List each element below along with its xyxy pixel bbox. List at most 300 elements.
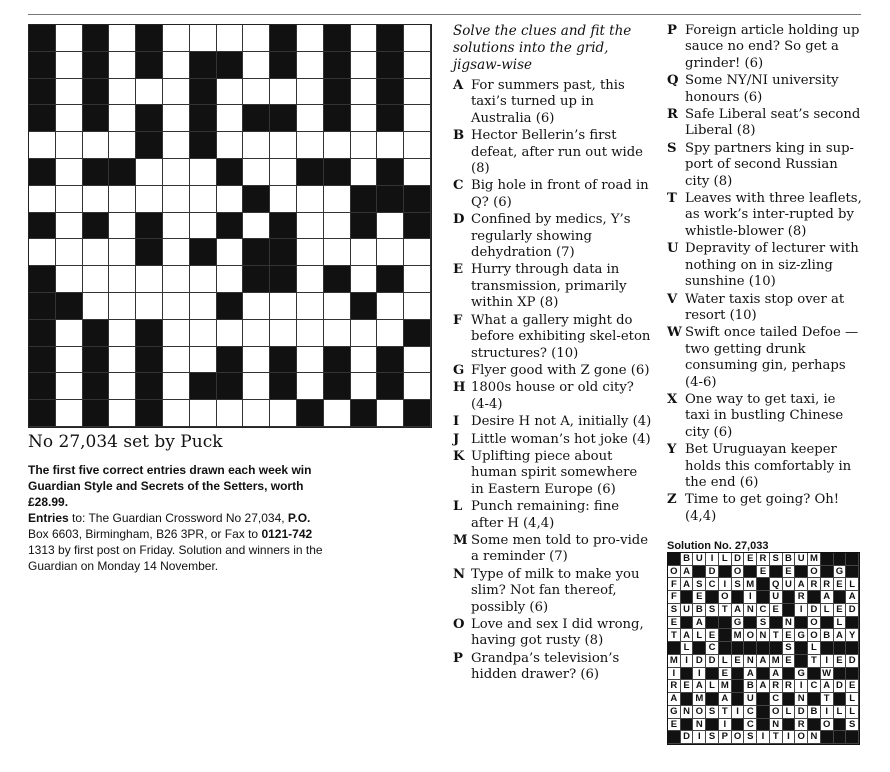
solution-cell: L [834,617,847,630]
grid-cell[interactable] [136,186,163,213]
solution-cell: E [732,655,745,668]
clue-item [667,492,862,525]
clue-letter: O [453,617,465,632]
grid-cell[interactable] [243,132,270,159]
grid-cell[interactable] [351,347,378,374]
solution-cell: U [770,591,783,604]
solution-block [732,680,745,693]
solution-cell: E [668,719,681,732]
grid-cell[interactable] [163,132,190,159]
solution-block [821,553,834,566]
solution-cell: R [795,591,808,604]
solution-cell: A [693,680,706,693]
solution-block [732,719,745,732]
grid-cell[interactable] [217,266,244,293]
solution-cell: S [846,719,859,732]
grid-block [190,105,217,132]
grid-cell[interactable] [109,52,136,79]
grid-cell[interactable] [404,159,431,186]
grid-cell[interactable] [163,239,190,266]
grid-cell[interactable] [270,79,297,106]
clue-letter: V [667,291,678,307]
grid-cell[interactable] [109,25,136,52]
solution-cell: O [795,731,808,744]
solution-cell: M [668,655,681,668]
grid-cell[interactable] [297,105,324,132]
clue-letter: P [453,650,463,666]
grid-cell[interactable] [83,132,110,159]
grid-cell[interactable] [351,79,378,106]
grid-cell[interactable] [243,25,270,52]
solution-cell: L [846,578,859,591]
solution-cell: A [770,668,783,681]
solution-cell: L [834,706,847,719]
grid-cell[interactable] [243,400,270,427]
solution-cell: A [681,578,694,591]
solution-block [668,731,681,744]
grid-cell[interactable] [163,186,190,213]
solution-block [834,668,847,681]
clue-letter: Y [667,442,677,458]
grid-cell[interactable] [404,347,431,374]
grid-cell[interactable] [351,132,378,159]
solution-block [719,617,732,630]
solution-cell: D [846,655,859,668]
grid-cell[interactable] [324,132,351,159]
grid-cell[interactable] [190,266,217,293]
grid-cell[interactable] [56,320,83,347]
solution-block [744,642,757,655]
grid-cell[interactable] [324,213,351,240]
grid-cell[interactable] [163,159,190,186]
grid-block [377,186,404,213]
grid-cell[interactable] [217,25,244,52]
grid-cell[interactable] [163,52,190,79]
clue-text: Confined by medics, Y’s regularly showing dehydration (7) [471,212,631,261]
grid-cell[interactable] [324,239,351,266]
grid-block [136,373,163,400]
grid-block [243,239,270,266]
grid-cell[interactable] [297,320,324,347]
solution-cell: C [744,706,757,719]
grid-cell[interactable] [136,266,163,293]
grid-cell[interactable] [243,79,270,106]
solution-cell: N [681,706,694,719]
solution-title: Solution No. 27,033 [667,540,769,552]
solution-cell: G [795,629,808,642]
grid-block [109,159,136,186]
grid-cell[interactable] [83,239,110,266]
grid-cell[interactable] [217,239,244,266]
grid-cell[interactable] [324,186,351,213]
solution-cell: D [706,655,719,668]
grid-cell[interactable] [404,132,431,159]
grid-block [29,400,56,427]
grid-block [29,79,56,106]
grid-cell[interactable] [56,266,83,293]
grid-cell[interactable] [351,25,378,52]
solution-block [668,553,681,566]
grid-cell[interactable] [56,25,83,52]
grid-block [29,320,56,347]
grid-cell[interactable] [270,320,297,347]
grid-cell[interactable] [136,293,163,320]
solution-cell: E [706,629,719,642]
solution-cell: D [795,706,808,719]
grid-cell[interactable] [351,239,378,266]
solution-block [783,604,796,617]
grid-cell[interactable] [404,293,431,320]
grid-cell[interactable] [190,293,217,320]
grid-cell[interactable] [324,293,351,320]
grid-cell[interactable] [297,293,324,320]
solution-cell: R [795,719,808,732]
grid-cell[interactable] [297,213,324,240]
grid-cell[interactable] [270,132,297,159]
grid-cell[interactable] [377,132,404,159]
grid-cell[interactable] [163,105,190,132]
clue-item [453,533,653,566]
solution-cell: S [732,578,745,591]
grid-cell[interactable] [163,347,190,374]
clue-item [453,414,653,430]
grid-cell[interactable] [377,400,404,427]
grid-cell[interactable] [163,320,190,347]
grid-cell[interactable] [136,159,163,186]
solution-block [744,617,757,630]
grid-cell[interactable] [190,213,217,240]
solution-block [681,591,694,604]
clue-letter: R [667,107,678,123]
solution-block [681,617,694,630]
grid-block [377,25,404,52]
solution-cell: S [783,642,796,655]
solution-cell: E [719,668,732,681]
clue-text: Hector Bellerin’s first defeat, after run out wide (8) [471,128,643,177]
grid-cell[interactable] [109,186,136,213]
grid-cell[interactable] [190,25,217,52]
grid-cell[interactable] [29,132,56,159]
grid-block [83,373,110,400]
grid-cell[interactable] [404,79,431,106]
solution-cell: I [821,706,834,719]
solution-cell: F [668,591,681,604]
grid-block [297,159,324,186]
grid-cell[interactable] [56,213,83,240]
grid-cell[interactable] [56,132,83,159]
solution-cell: C [744,719,757,732]
solution-block [821,731,834,744]
grid-cell[interactable] [404,266,431,293]
clue-item [453,380,653,413]
clue-letter: Z [667,492,677,508]
clue-item [667,191,862,240]
grid-cell[interactable] [217,320,244,347]
solution-cell: A [732,604,745,617]
grid-cell[interactable] [404,373,431,400]
grid-cell[interactable] [351,105,378,132]
solution-cell: P [719,731,732,744]
grid-cell[interactable] [270,400,297,427]
grid-cell[interactable] [109,132,136,159]
clue-item [453,567,653,616]
grid-block [351,400,378,427]
grid-cell[interactable] [243,213,270,240]
solution-cell: D [732,553,745,566]
clue-letter: E [453,262,464,278]
solution-block [783,719,796,732]
grid-cell[interactable] [404,25,431,52]
grid-block [136,105,163,132]
grid-cell[interactable] [163,293,190,320]
solution-cell: R [668,680,681,693]
grid-cell[interactable] [243,347,270,374]
solution-cell: I [757,731,770,744]
grid-cell[interactable] [297,186,324,213]
grid-block [83,400,110,427]
grid-cell[interactable] [56,347,83,374]
grid-block [324,79,351,106]
grid-cell[interactable] [56,159,83,186]
solution-cell: G [795,668,808,681]
clue-item [667,325,862,391]
grid-cell[interactable] [163,79,190,106]
solution-block [834,591,847,604]
grid-block [404,213,431,240]
clue-text: For summers past, this taxi’s turned up in Australia (6) [471,78,625,126]
grid-cell[interactable] [163,213,190,240]
solution-cell: O [732,566,745,579]
prize-headline: The first five correct entries drawn each week win Guardian Style and Secrets of the Setters, worth £28.99. [28,463,312,509]
grid-cell[interactable] [404,52,431,79]
grid-cell[interactable] [109,320,136,347]
grid-block [404,320,431,347]
grid-cell[interactable] [190,400,217,427]
grid-cell[interactable] [377,239,404,266]
grid-cell[interactable] [83,186,110,213]
solution-cell: E [744,553,757,566]
solution-cell: O [719,591,732,604]
grid-cell[interactable] [377,213,404,240]
solution-block [846,731,859,744]
clue-text: Bet Uruguayan keeper holds this comfortably in the end (6) [685,442,852,490]
grid-cell[interactable] [351,266,378,293]
grid-block [351,186,378,213]
solution-block [681,693,694,706]
solution-cell: I [719,578,732,591]
solution-cell: L [846,706,859,719]
solution-cell: E [783,655,796,668]
grid-cell[interactable] [217,186,244,213]
grid-cell[interactable] [297,266,324,293]
grid-cell[interactable] [29,186,56,213]
clue-letter: H [453,380,466,396]
grid-cell[interactable] [109,293,136,320]
clue-text: Love and sex I did wrong, having got rusty (8) [471,617,644,649]
grid-cell[interactable] [83,266,110,293]
grid-cell[interactable] [56,400,83,427]
grid-block [136,213,163,240]
solution-cell: A [834,629,847,642]
grid-cell[interactable] [297,347,324,374]
grid-cell[interactable] [29,239,56,266]
grid-cell[interactable] [163,25,190,52]
solution-cell: U [681,604,694,617]
clue-item [453,212,653,261]
grid-block [324,25,351,52]
grid-cell[interactable] [324,400,351,427]
grid-cell[interactable] [270,159,297,186]
clue-letter: U [667,241,679,257]
grid-cell[interactable] [243,373,270,400]
solution-block [795,566,808,579]
solution-block [706,591,719,604]
solution-cell: I [732,706,745,719]
clue-text: Little woman’s hot joke (4) [471,431,651,447]
clue-item [667,107,862,140]
grid-cell[interactable] [217,132,244,159]
grid-cell[interactable] [190,347,217,374]
solution-cell: I [821,655,834,668]
grid-cell[interactable] [217,105,244,132]
grid-cell[interactable] [351,373,378,400]
grid-cell[interactable] [109,213,136,240]
grid-cell[interactable] [243,159,270,186]
solution-cell: T [719,604,732,617]
grid-cell[interactable] [243,320,270,347]
grid-cell[interactable] [377,320,404,347]
grid-cell[interactable] [190,186,217,213]
grid-cell[interactable] [243,52,270,79]
grid-block [136,347,163,374]
solution-cell: L [719,655,732,668]
grid-cell[interactable] [163,373,190,400]
crossword-grid[interactable] [28,24,432,428]
grid-cell[interactable] [56,186,83,213]
clue-item [667,241,862,290]
grid-cell[interactable] [109,400,136,427]
solution-cell: M [770,655,783,668]
grid-block [270,347,297,374]
grid-cell[interactable] [109,105,136,132]
clue-item [667,442,862,491]
solution-cell: E [681,680,694,693]
grid-cell[interactable] [56,79,83,106]
clue-text: Some NY/NI university honours (6) [685,73,839,105]
grid-block [324,373,351,400]
solution-cell: A [681,566,694,579]
grid-cell[interactable] [83,293,110,320]
grid-cell[interactable] [190,159,217,186]
grid-block [324,52,351,79]
grid-cell[interactable] [404,239,431,266]
grid-block [404,186,431,213]
grid-cell[interactable] [109,373,136,400]
grid-cell[interactable] [56,373,83,400]
solution-cell: S [706,706,719,719]
solution-block [732,668,745,681]
prize-info [28,462,328,574]
solution-cell: M [719,680,732,693]
clue-text: Depravity of lecturer with nothing on in siz-zling sunshine (10) [685,241,859,290]
grid-cell[interactable] [351,159,378,186]
clue-letter: N [453,566,466,582]
grid-block [190,373,217,400]
grid-block [83,320,110,347]
grid-block [190,52,217,79]
solution-cell: A [846,591,859,604]
solution-block [783,591,796,604]
clue-item [453,313,653,362]
grid-block [217,347,244,374]
clue-text: Grandpa’s television’s hidden drawer? (6) [471,650,620,683]
grid-block [29,25,56,52]
grid-cell[interactable] [351,320,378,347]
clue-letter: T [667,191,677,207]
grid-cell[interactable] [404,105,431,132]
solution-block [846,566,859,579]
grid-cell[interactable] [297,52,324,79]
grid-cell[interactable] [163,266,190,293]
grid-cell[interactable] [297,25,324,52]
clue-item [453,432,653,448]
solution-cell: N [783,617,796,630]
solution-cell: S [668,604,681,617]
solution-cell: S [770,553,783,566]
solution-cell: S [693,578,706,591]
solution-cell: B [808,706,821,719]
grid-cell[interactable] [243,293,270,320]
solution-cell: M [732,629,745,642]
solution-block [757,578,770,591]
grid-cell[interactable] [217,400,244,427]
solution-cell: U [693,553,706,566]
grid-cell[interactable] [109,239,136,266]
grid-cell[interactable] [270,293,297,320]
solution-cell: E [834,604,847,617]
grid-cell[interactable] [377,293,404,320]
grid-cell[interactable] [56,52,83,79]
grid-cell[interactable] [217,79,244,106]
grid-cell[interactable] [270,186,297,213]
grid-cell[interactable] [297,132,324,159]
grid-cell[interactable] [56,239,83,266]
grid-cell[interactable] [297,239,324,266]
solution-cell: E [693,591,706,604]
grid-cell[interactable] [109,347,136,374]
clue-text: Some men told to pro-vide a reminder (7) [471,532,649,565]
grid-cell[interactable] [190,320,217,347]
grid-cell[interactable] [56,105,83,132]
grid-cell[interactable] [324,320,351,347]
grid-cell[interactable] [163,400,190,427]
grid-block [83,105,110,132]
solution-cell: G [732,617,745,630]
grid-cell[interactable] [109,266,136,293]
grid-cell[interactable] [136,79,163,106]
grid-cell[interactable] [297,373,324,400]
solution-cell: E [783,566,796,579]
solution-cell: L [681,642,694,655]
grid-cell[interactable] [351,52,378,79]
solution-cell: S [706,731,719,744]
grid-cell[interactable] [297,79,324,106]
clue-text: Safe Liberal seat’s second Liberal (8) [685,107,861,139]
grid-cell[interactable] [109,79,136,106]
grid-block [83,213,110,240]
clue-item [453,78,653,127]
solution-block [668,642,681,655]
